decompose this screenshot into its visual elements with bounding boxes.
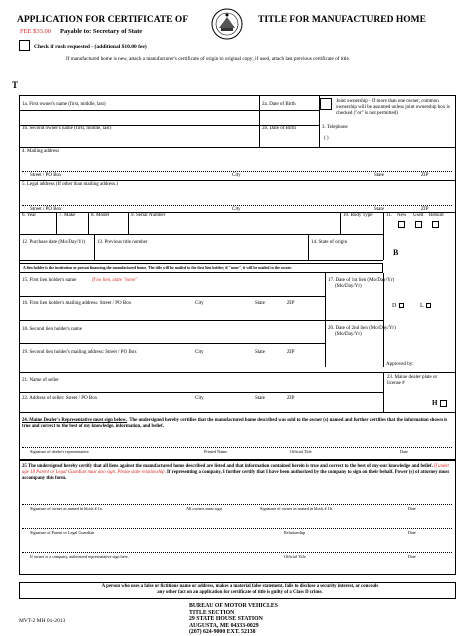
second-lien-addr-label: 19. Second lien holder's mailing address: Street / PO Box: [22, 350, 137, 355]
date2-label: 20. Date of 2nd lien (Mo/Day/Yr): [328, 326, 396, 331]
title-right: TITLE FOR MANUFACTURED HOME: [258, 15, 426, 25]
legal-street: Street / PO Box: [30, 207, 62, 212]
mailing-zip: ZIP: [421, 173, 429, 178]
year-label: 6. Year: [22, 213, 37, 218]
joint-ownership-checkbox[interactable]: [320, 98, 332, 110]
serial-label: 9. Serial Number: [131, 213, 166, 218]
first-lien-addr-label: 16. First lien holder's mailing address: Street / PO Box: [22, 301, 132, 306]
dealer-printed-label: Printed Name: [204, 449, 228, 454]
guardian-sig-label: Signature of Parent or Legal Guardian: [30, 530, 95, 535]
used-checkbox[interactable]: [415, 221, 422, 228]
payable-label: Payable to: Secretary of State: [60, 28, 143, 35]
intro-text: If manufactured home is new, attach a manufacturer's certificate of origin to original copy; if used, attach last previous certificate of title.: [66, 56, 351, 62]
purchase-label: 12. Purchase date (Mo/Day/Yr): [22, 240, 86, 245]
new-label: New: [397, 213, 407, 218]
owner1-sig-label: Signature of owner as named in block # 1a.: [30, 506, 103, 511]
second-lien-city: City: [195, 350, 204, 355]
section-line: TITLE SECTION: [189, 609, 235, 616]
dealer-cert-text: 24. Maine Dealer's Representative must sign below. The undersigned hereby certifies that the manufactured home described was sold to the owner (s) named and further certifies that the information shown is true and correct to the best of my knowledge, information, and belief.: [22, 418, 448, 429]
company-sig-label: If owner is a company, authorized representative sign here.: [30, 554, 129, 559]
date2-format: (Mo/Day/Yr): [335, 332, 362, 337]
phone-line: (207) 624-9000 EXT. 52138: [189, 629, 256, 636]
first-lien-city: City: [195, 301, 204, 306]
seller-city: City: [195, 396, 204, 401]
d-mark: D: [392, 303, 397, 309]
owner-date-label-1: Date: [408, 506, 416, 511]
maine-seal-icon: [211, 8, 243, 40]
seller-address-label: 22. Address of seller: Street / PO Box: [22, 396, 98, 401]
first-lien-zip: ZIP: [287, 301, 295, 306]
date1-label: 17. Date of 1st lien (Mo/Day/Yr): [328, 278, 395, 283]
bureau-address: [189, 603, 278, 636]
rebuilt-label: Rebuilt: [429, 213, 444, 218]
second-lien-name-label: 18. Second lien holder's name: [22, 327, 82, 332]
dealer-official-label: Official Title: [290, 449, 312, 454]
date1-format: (Mo/Day/Yr): [335, 284, 362, 289]
prev-title-label: 13. Previous title number: [97, 240, 148, 245]
legal-zip: ZIP: [421, 207, 429, 212]
owner2-label: 1b. Second owner's name (first, middle, last): [22, 126, 112, 131]
lien-notice: A lien holder is the institution or person financing the manufactured home. The title will be mailed to the first lien holder; if "none", it will be mailed to the owner.: [23, 266, 292, 270]
model-label: 8. Model: [91, 213, 110, 218]
owner2-sig-label: Signature of owner as named in block # 1b.: [260, 506, 333, 511]
new-checkbox[interactable]: [398, 221, 405, 228]
seller-zip: ZIP: [287, 396, 295, 401]
legal-city: City: [232, 207, 241, 212]
warning-text: A person who uses a false or fictitious name or address, makes a material false statement, fails to disclose a security interest, or conceals any other fact on an application for certificate of title is guilty of a Class D crime.: [101, 584, 379, 595]
rush-checkbox[interactable]: [19, 40, 30, 51]
fee-label: FEE $33.00: [20, 28, 52, 35]
mailing-label: 4. Mailing address: [22, 149, 60, 154]
mailing-city: City: [232, 173, 241, 178]
rebuilt-checkbox[interactable]: [432, 221, 439, 228]
no-lien-hint: If no lien, state "none": [92, 278, 138, 283]
used-label: Used: [413, 213, 424, 218]
owner-date-label-2: Date: [408, 530, 416, 535]
legal-state: State: [374, 207, 384, 212]
first-lien-state: State: [255, 301, 265, 306]
d-checkbox[interactable]: [399, 303, 404, 308]
second-lien-zip: ZIP: [287, 350, 295, 355]
dealer-sig-label: Signature of dealer's representative: [30, 449, 89, 454]
t-mark: T: [12, 80, 19, 90]
owner1-label: 1a. First owner's name (first, middle, last): [22, 102, 106, 107]
joint-ownership-text: Joint ownership - If more than one owner, common ownership will be assumed unless joint ownership box is checked ("or" is not permitted): [336, 99, 450, 116]
mailing-state: State: [374, 173, 384, 178]
form-id: MVT-2 MH 01-2013: [19, 618, 66, 624]
dob-a-label: 2a. Date of Birth: [262, 102, 296, 107]
l-checkbox[interactable]: [426, 303, 431, 308]
dob-b-label: 2b. Date of Birth: [262, 126, 296, 131]
seller-state: State: [255, 396, 265, 401]
body-label: 10. Body Type: [343, 213, 373, 218]
company-official-label: Official Title: [284, 554, 306, 559]
condition-label: 11.: [386, 213, 393, 218]
telephone-label: 3. Telephone: [322, 125, 348, 130]
l-mark: L: [420, 303, 424, 309]
legal-label: 5. Legal address (If other than mailing address.): [22, 182, 118, 187]
mailing-street: Street / PO Box: [30, 173, 62, 178]
city-line: AUGUSTA, ME 04333-0029: [189, 622, 259, 629]
all-owners-sign: All owners must sign: [186, 506, 222, 511]
h-checkbox[interactable]: [440, 400, 447, 407]
bureau-line: BUREAU OF MOTOR VEHICLES: [189, 603, 278, 609]
h-mark: H: [432, 399, 438, 407]
second-lien-state: State: [255, 350, 265, 355]
seller-name-label: 21. Name of seller: [22, 378, 59, 383]
b-mark: B: [393, 248, 399, 257]
owner-date-label-3: Date: [408, 554, 416, 559]
first-lien-name-label: 15. First lien holder's name: [22, 278, 77, 283]
origin-label: 14. State of origin: [311, 240, 348, 245]
make-label: 7. Make: [59, 213, 76, 218]
owner-cert-text: 25 The undersigned hereby certify that all liens against the manufactured home described are listed and that information contained herein is true and correct to the best of my-our knowledge and belief. If under age 18 Parent or Legal Guardian must also sign. Please state relationship. If representing a company, I further certify that I have been authorized by the company to sign on their behalf. Power (s) of attorney must accompany this form.: [22, 464, 450, 481]
rush-label: Check if rush requested - (additional $10.00 fee): [34, 44, 147, 50]
dealer-plate-label: 23. Maine dealer plate or license #: [387, 375, 438, 386]
approved-label: Approved by:: [386, 362, 414, 367]
station-line: 29 STATE HOUSE STATION: [189, 616, 263, 623]
title-left: APPLICATION FOR CERTIFICATE OF: [17, 15, 189, 25]
dealer-date-label: Date: [400, 449, 408, 454]
telephone-field[interactable]: ( ): [324, 136, 329, 141]
relationship-label: Relationship: [284, 530, 306, 535]
